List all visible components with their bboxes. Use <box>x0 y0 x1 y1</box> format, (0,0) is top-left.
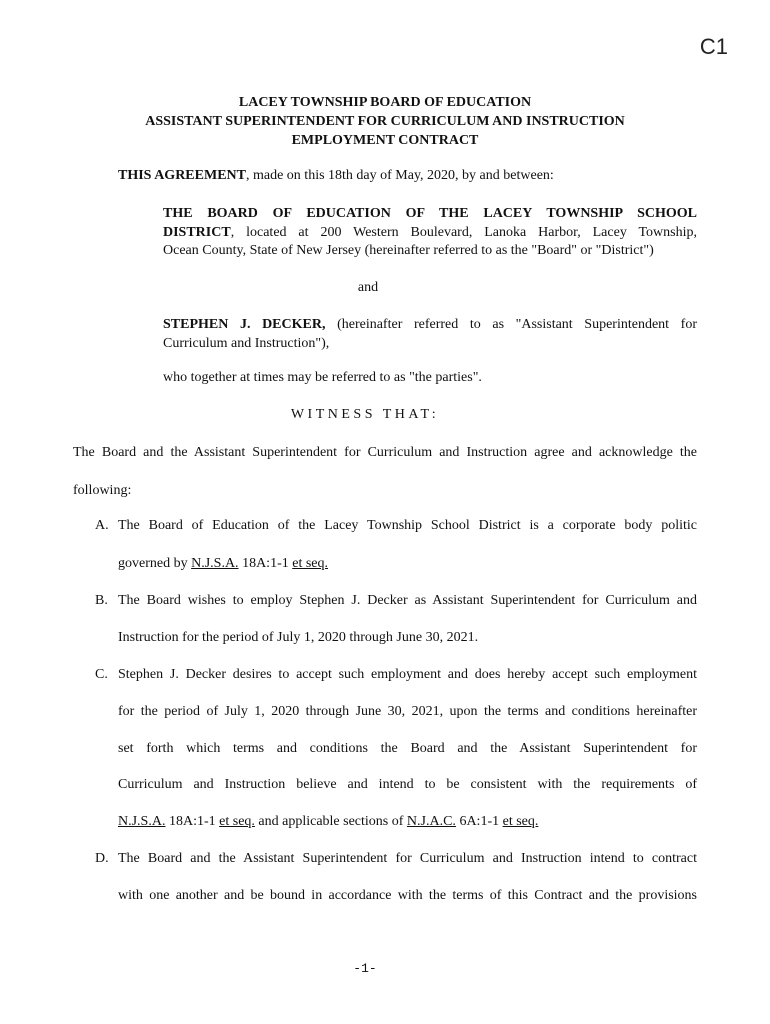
citation-njac: N.J.A.C. <box>406 814 456 829</box>
board-party-line-3: Ocean County, State of New Jersey (hereinafter referred to as the "Board" or "District") <box>163 243 654 258</box>
board-party-block <box>163 205 697 261</box>
agreement-intro <box>118 168 554 184</box>
item-c-line-1: Stephen J. Decker desires to accept such employment and does hereby accept such employment <box>118 667 697 682</box>
intro-line-1: The Board and the Assistant Superintendent for Curriculum and Instruction agree and acknowledge the <box>73 445 697 460</box>
item-a-line-1: The Board of Education of the Lacey Township School District is a corporate body politic <box>118 518 697 533</box>
decker-party-line-1: STEPHEN J. DECKER, (hereinafter referred to as "Assistant Superintendent for <box>163 317 697 332</box>
et-seq: et seq. <box>292 556 328 571</box>
board-party-name-line-1: THE BOARD OF EDUCATION OF THE LACEY TOWNSHIP SCHOOL <box>163 206 697 221</box>
item-b-letter: B. <box>95 593 108 608</box>
item-d-line-2: with one another and be bound in accordance with the terms of this Contract and the provisions <box>118 888 697 903</box>
decker-name: STEPHEN J. DECKER, <box>163 317 326 332</box>
intro-line-2: following: <box>73 483 132 498</box>
citation-njsa: N.J.S.A. <box>191 556 239 571</box>
citation-njsa: N.J.S.A. <box>118 814 166 829</box>
item-c-letter: C. <box>95 667 108 682</box>
item-c-line-4: Curriculum and Instruction believe and intend to be consistent with the requirements of <box>118 777 697 792</box>
item-d-letter: D. <box>95 851 109 866</box>
agreement-rest: , made on this 18th day of May, 2020, by and between: <box>245 168 554 183</box>
parties-definition: who together at times may be referred to as "the parties". <box>163 370 482 385</box>
et-seq: et seq. <box>502 814 539 829</box>
witness-heading: WITNESS THAT: <box>290 407 440 422</box>
contract-title-line-3: EMPLOYMENT CONTRACT <box>291 133 479 148</box>
decker-party-block <box>163 316 697 353</box>
page-number: -1- <box>353 961 377 976</box>
item-c-line-3: set forth which terms and conditions the Board and the Assistant Superintendent for <box>118 741 697 756</box>
and-separator: and <box>357 280 379 295</box>
item-c-line-5: N.J.S.A. 18A:1-1 et seq. and applicable sections of N.J.A.C. 6A:1-1 et seq. <box>118 814 539 829</box>
item-b-line-1: The Board wishes to employ Stephen J. Decker as Assistant Superintendent for Curriculum and <box>118 593 697 608</box>
exhibit-label: C1 <box>699 34 728 59</box>
contract-title-line-1: LACEY TOWNSHIP BOARD OF EDUCATION <box>238 95 532 110</box>
agreement-lead: THIS AGREEMENT <box>118 168 246 183</box>
board-party-district: DISTRICT <box>163 224 231 240</box>
item-a-line-2: governed by N.J.S.A. 18A:1-1 et seq. <box>118 556 328 571</box>
et-seq: et seq. <box>219 814 255 829</box>
item-b-line-2: Instruction for the period of July 1, 2020 through June 30, 2021. <box>118 630 479 645</box>
board-party-line-2: DISTRICT, located at 200 Western Boulevard, Lanoka Harbor, Lacey Township, <box>163 224 697 240</box>
decker-party-line-2: Curriculum and Instruction"), <box>163 335 330 351</box>
item-c-line-2: for the period of July 1, 2020 through June 30, 2021, upon the terms and conditions hereinafter <box>118 704 697 719</box>
item-a-letter: A. <box>95 518 109 533</box>
item-d-line-1: The Board and the Assistant Superintendent for Curriculum and Instruction intend to contract <box>118 851 697 866</box>
contract-title-line-2: ASSISTANT SUPERINTENDENT FOR CURRICULUM AND INSTRUCTION <box>145 114 625 129</box>
